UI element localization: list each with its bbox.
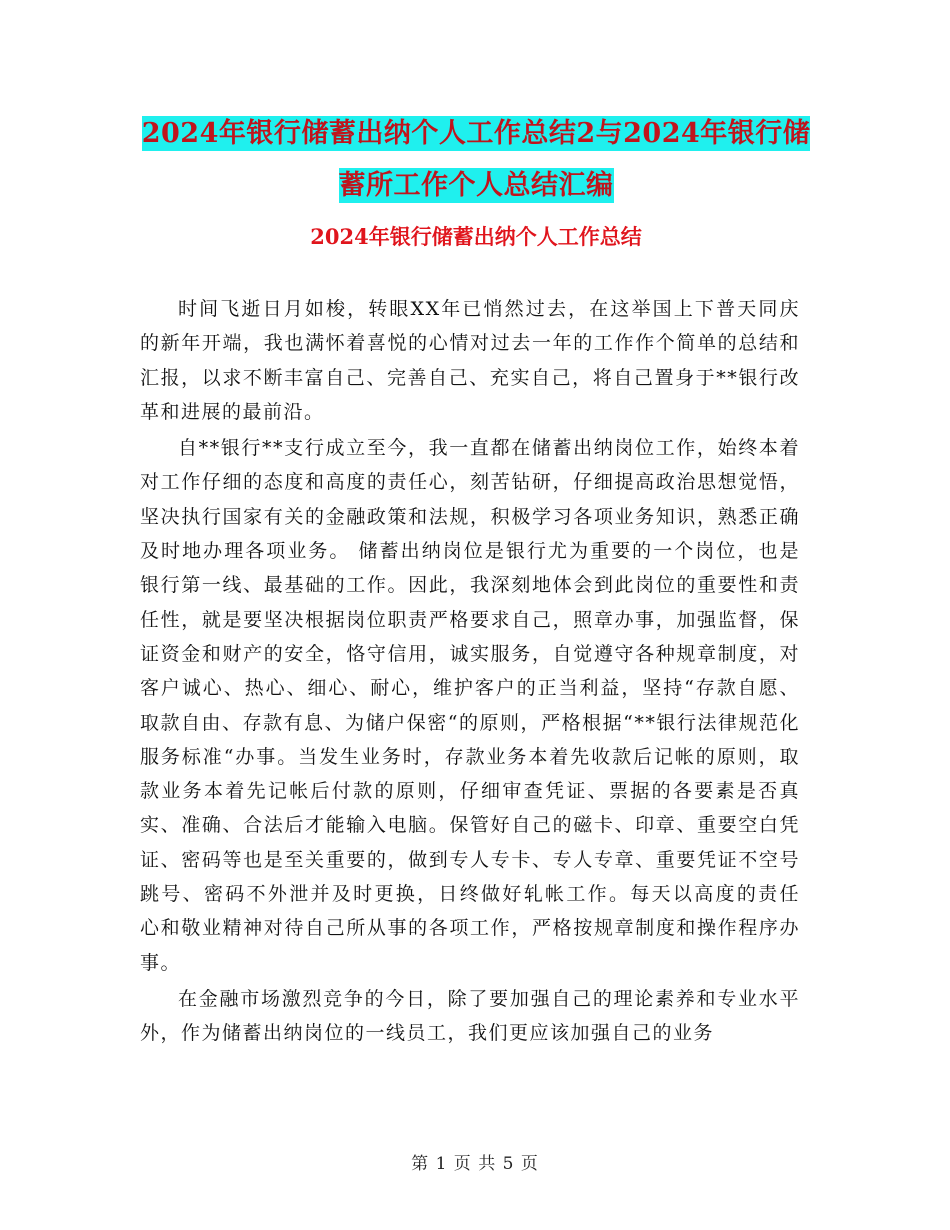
body-text [140,292,800,1051]
paragraph-1: 时间飞逝日月如梭，转眼XX年已悄然过去，在这举国上下普天同庆的新年开端，我也满怀着喜悦的心情对过去一年的工作作个简单的总结和汇报，以求不断丰富自己、完善自己、充实自己，将自己置身于**银行改革和进展的最前沿。 [140,298,800,423]
paragraph-3: 在金融市场激烈竞争的今日，除了要加强自己的理论素养和专业水平外，作为储蓄出纳岗位的一线员工，我们更应该加强自己的业务 [140,987,800,1045]
paragraph-2: 自**银行**支行成立至今，我一直都在储蓄出纳岗位工作，始终本着对工作仔细的态度和高度的责任心，刻苦钻研，仔细提高政治思想觉悟，坚决执行国家有关的金融政策和法规，积极学习各项业务知识，熟悉正确及时地办理各项业务。 储蓄出纳岗位是银行尤为重要的一个岗位，也是银行第一线、最基础的工作。因此，我深刻地体会到此岗位的重要性和责任性，就是要坚决根据岗位职责严格要求自己，照章办事，加强监督，保证资金和财产的安全，恪守信用，诚实服务，自觉遵守各种规章制度，对客户诚心、热心、细心、耐心，维护客户的正当利益，坚持“存款自愿、取款自由、存款有息、为储户保密“的原则，严格根据“**银行法律规范化服务标准“办事。当发生业务时，存款业务本着先收款后记帐的原则，取款业务本着先记帐后付款的原则，仔细审查凭证、票据的各要素是否真实、准确、合法后才能输入电脑。保管好自己的磁卡、印章、重要空白凭证、密码等也是至关重要的，做到专人专卡、专人专章、重要凭证不空号跳号、密码不外泄并及时更换，日终做好轧帐工作。每天以高度的责任 心和敬业精神对待自己所从事的各项工作，严格按规章制度和操作程序办事。 [140,437,800,974]
document-title-text: 2024年银行储蓄出纳个人工作总结2与2024年银行储蓄所工作个人总结汇编 [141,118,811,201]
page-footer: 第 1 页 共 5 页 [411,1154,539,1174]
section-title: 2024年银行储蓄出纳个人工作总结 [310,224,642,249]
document-title [140,108,812,212]
